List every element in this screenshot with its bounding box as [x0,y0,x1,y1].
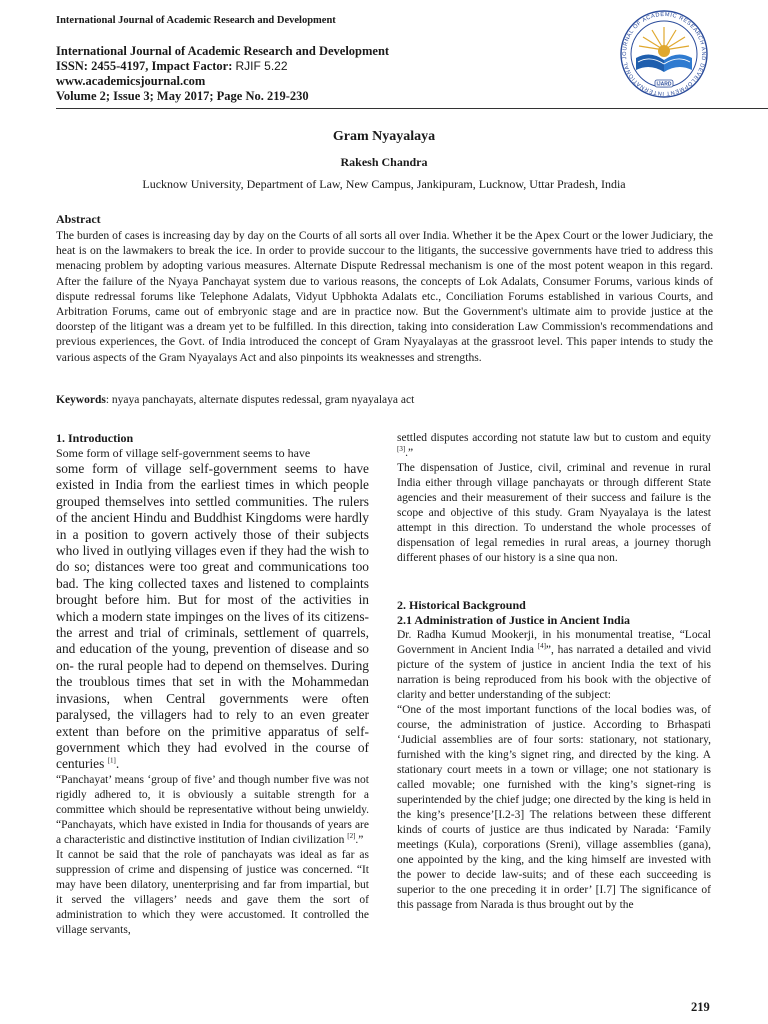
issn-text: ISSN: 2455-4197, Impact Factor: [56,59,236,73]
citation-1: [1] [107,756,116,765]
section-spacer [397,566,711,582]
citation-4: [4] [537,642,546,651]
panchayat-paragraph-end: .” [355,833,364,846]
citation-3: [3] [397,445,406,454]
impact-factor: RJIF 5.22 [235,59,288,73]
abstract-heading: Abstract [56,212,101,226]
mookerji-paragraph-text: Dr. Radha Kumud Mookerji, in his monumental treatise, “Local Government in Ancient India [397,629,711,656]
intro-lead-line: Some form of village self-government seems to have [56,446,311,460]
dispensation-paragraph: The dispensation of Justice, civil, criminal and revenue in rural India either through village panchayats or through different State agencies and their measurement of their success and failure is the scope and objective of this study. Gram Nyayalaya is the latest attempt in this direction. To understand the whole processes of dispensation of legal remedies in rural areas, a journey thorugh different phases of our history is a sine qua non. [397,462,711,564]
issn-line [56,59,389,74]
intro-paragraph-text: some form of village self-government seems to have existed in India from the earliest times in which people grouped themselves into settled communities. The rulers of the ancient Hindu and Buddhist Kingdoms were hardly in a position to govern actively those of their subjects who lived in outlying villages even if they had the wish to do so; distances were too great and communications too bad. The king collected taxes and listened to complaints brought before him. But for most of the activities in which a modern state impinges on the lives of its citizens- the arrest and trial of criminals, settlement of quarrels, and education of the young, prevention of disease and so on- the rural people had to depend on themselves. During the troublous times that set in with the Mohammedan invasions, when Central governments were often paralysed, the villagers had to rely to an even greater extent than before on the primitive apparatus of self- government which they had evolved in the course of centuries [56,461,369,772]
role-paragraph: It cannot be said that the role of panchayats was ideal as far as suppression of crime and dispensing of justice was concerned. “It may have been dilatory, unenterprising and far from impartial, but it served the villagers’ needs and gave them the sort of administration to which they were accustomed. It controlled the village servants, [56,848,369,936]
journal-website: www.academicsjournal.com [56,74,206,88]
abstract-text: The burden of cases is increasing day by day on the Courts of all sorts all over India. Whether it be the Apex Court or the lower Judiciary, the heat is on the lawmakers to break the ice. In order to provide succour to the litigants, the successive governments have tried to address this menacing problem by adopting various measures. Alternate Dispute Redressal mechanism is one of the most potent weapon in this regard. After the failure of the Nyaya Panchayat system due to various reasons, the concepts of Lok Adalats, Consumer Forums, various kinds of dispute redressal forums like Telephone Adalats, Vidyut Upbhokta Adalats etc., Conciliation Forums established in various Courts, and Arbitration Forums, came out of embryonic stage and are in practice now. But the Government's ultimate aim to provide justice at the doorstep of the litigant was a dream yet to be fulfilled. In this direction, taking into consideration Law Commission's recommendations and previous experiences, the Govt. of India introduced the concept of Gram Nyayalayas at the grassroot level. This paper intends to study the various aspects of the Gram Nyayalays Act and also pinpoints its weaknesses and strengths. [56,229,713,364]
author-name: Rakesh Chandra [340,155,428,169]
custom-equity-paragraph [397,431,711,461]
citation-2: [2] [347,831,356,840]
section-heading-historical-background: 2. Historical Background [397,598,526,612]
running-header: International Journal of Academic Research and Development [56,15,336,26]
subsection-heading-ancient-india: 2.1 Administration of Justice in Ancient India [397,613,631,627]
keywords-label: Keywords [56,394,106,406]
mookerji-paragraph [397,628,711,703]
logo-open-book-icon [636,54,692,72]
header-divider [56,108,768,109]
right-column [397,431,711,913]
logo-ring-text: INTERNATIONAL JOURNAL OF ACADEMIC RESEARCH AND DEVELOPMENT [622,11,707,97]
keywords-text: : nyaya panchayats, alternate disputes redessal, gram nyayalaya act [105,394,415,406]
journal-info-block [56,44,389,104]
paper-title: Gram Nyayalaya [332,129,436,144]
panchayat-paragraph [56,773,369,848]
logo-sun-icon [658,45,670,57]
journal-logo-icon [608,10,720,100]
intro-paragraph-end: . [115,756,120,772]
logo-badge-text: IJARD [656,81,672,88]
journal-name: International Journal of Academic Research and Development [56,44,390,58]
section-heading-introduction: 1. Introduction [56,431,134,445]
left-column [56,431,369,938]
panchayat-paragraph-text: “Panchayat’ means ‘group of five’ and though number five was not rigidly adhered to, it is obviously a suitable strength for a committee which should be representative without being unwieldy. “Panchayats, which have existed in India for thousands of years are a characteristic and distinctive institution of Indian civilization [56,773,369,846]
volume-issue-line: Volume 2; Issue 3; May 2017; Page No. 219-230 [56,89,309,103]
mookerji-paragraph-rest: ”, has narrated a detailed and vivid picture of the system of justice in ancient India the text of his narration is being reproduced from his book with the objective of clarity and better understanding of the subject: [397,644,711,701]
keywords-line [56,394,713,406]
page-number: 219 [691,1000,710,1014]
author-affiliation: Lucknow University, Department of Law, New Campus, Jankipuram, Lucknow, Uttar Pradesh, India [142,177,626,191]
custom-equity-text: settled disputes according not statute law but to custom and equity [397,432,711,444]
custom-equity-end: .” [405,447,414,459]
quotation-paragraph: “One of the most important functions of the local bodies was, of course, the administration of justice. According to Brhaspati ‘Judicial assemblies are of four sorts: stationary, not stationary, furnished with the king’s signet ring, and directed by the king. A stationary court meets in a town or village; one not stationary is called movable; one furnished with the king’s signet-ring is superintended by the chief judge; one directed by the king is held in the king’s presence’[I.2-3] The relations between these different kinds of courts of justice are thus indicated by Narada: ‘Family meetings (Kula), corporations (Sreni), village assemblies (gana), one appointed by the king, and the king himself are invested with the power to decide law-suits; and of these each succeeding is superior to the one preceding it in order’ [I.7] The significance of this passage from Narada is thus brought out by the [397,704,711,911]
intro-paragraph [56,461,369,773]
section-spacer [397,582,711,598]
